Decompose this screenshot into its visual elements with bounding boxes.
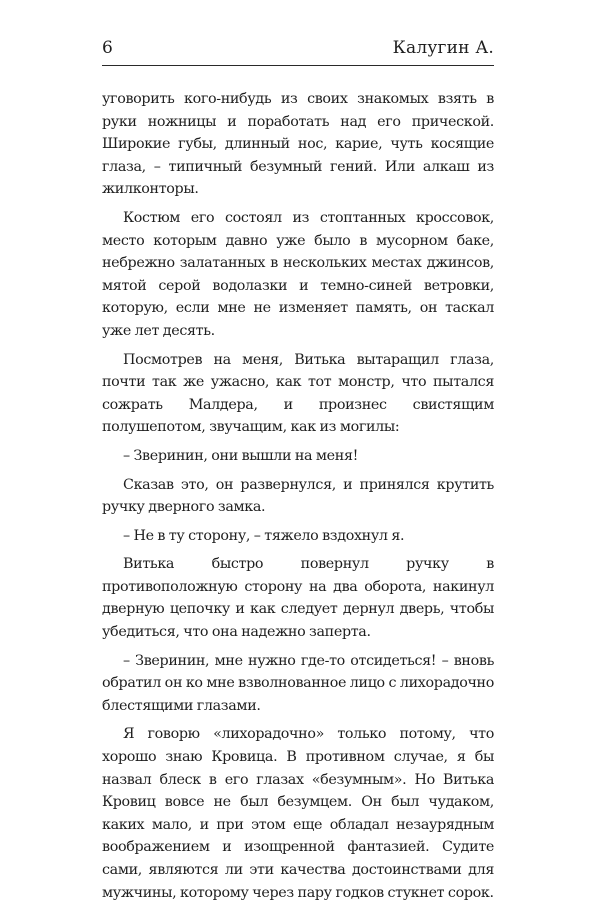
paragraph: Витька быстро повернул ручку в противоположную сторону на два оборота, накинул дверную цепочку и как следует дернул дверь, чтобы убедиться, что она надежно заперта. <box>102 556 494 641</box>
dialogue-line: – Зверинин, мне нужно где-то отсидеться! – вновь обратил он ко мне взволнованное лицо с лихорадочно блестящими глазами. <box>102 652 494 714</box>
author-name: Калугин А. <box>392 38 494 58</box>
page-number: 6 <box>102 38 114 58</box>
paragraph: Посмотрев на меня, Витька вытаращил глаза, почти так же ужасно, как тот монстр, что пытался сожрать Малдера, и произнес свистящим полушепотом, звучащим, как из могилы: <box>102 351 494 436</box>
paragraph: Я говорю «лихорадочно» только потому, что хорошо знаю Кровица. В противном случае, я бы назвал блеск в его глазах «безумным». Но Витька Кровиц вовсе не был безумцем. Он был чудаком, каких мало, и при этом еще обладал незаурядным воображением и изощренной фантазией. Судите сами, являются ли эти качества достоинствами для мужчины, которому через пару годков стукнет сорок. <box>102 726 494 901</box>
paragraph: Сказав это, он развернулся, и принялся крутить ручку дверного замка. <box>102 476 494 516</box>
book-page <box>102 38 494 910</box>
paragraph: уговорить кого-нибудь из своих знакомых взять в руки ножницы и поработать над его прической. Широкие губы, длинный нос, карие, чуть косящие глаза, – типичный безумный гений. Или алкаш из жилконторы. <box>102 91 494 198</box>
paragraph: Костюм его состоял из стоптанных кроссовок, место которым давно уже было в мусорном баке, небрежно залатанных в нескольких местах джинсов, мятой серой водолазки и темно-синей ветровки, которую, если мне не изменяет память, он таскал уже лет десять. <box>102 209 494 339</box>
dialogue-line: – Зверинин, они вышли на меня! <box>123 447 359 464</box>
body-text <box>102 88 494 904</box>
running-header <box>102 38 494 66</box>
dialogue-line: – Не в ту сторону, – тяжело вздохнул я. <box>123 527 405 544</box>
